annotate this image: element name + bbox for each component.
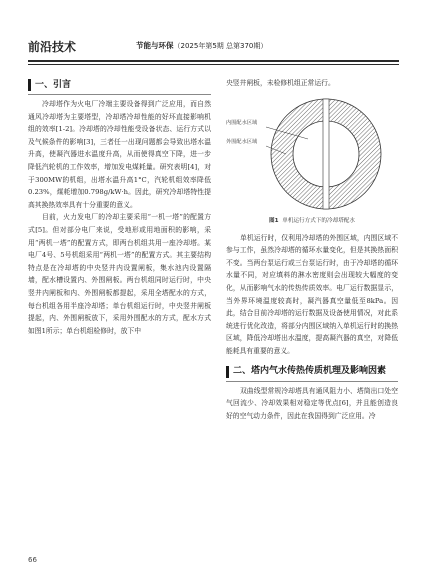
paragraph: 单机运行时，仅利用冷却塔的外围区域，内围区域不参与工作，虽然冷却塔的循环水量变化，但是其换热面积不变。当两台泵运行或三台泵运行时，由于冷却塔的循环水量不同，对应填料的淋水密度则会出现较大幅度的变化，从而影响气水的传热传质效率。电厂运行数据显示，当外界环境温度较高时，凝汽器真空量低至8kPa。因此，结合目前冷却塔的运行数据及设备使用情况，对此系统进行优化改造，将部分内围区域纳入单机运行时的换热区域，降低冷却塔出水温度，提高凝汽器的真空，对降低能耗具有重要的意义。 [226, 233, 398, 355]
tower-diagram [226, 94, 398, 214]
paragraph: 目前，火力发电厂的冷却主要采用“一机一塔”的配置方式[5]。但对部分电厂来说，受地形或用地面积的影响，采用“两机一塔”的配置方式，即两台机组共用一座冷却塔。某电厂4号、5号机组采用“两机一塔”的配置方式。其主要结构特点是在冷却塔的中央竖井内设置闸板，集水池内设置隔墙，配水槽设置内、外围闸板。两台机组同时运行时，中央竖井内闸板和内、外围闸板都提起，采用全塔配水的方式，每台机组各用半座冷却塔；单台机组运行时，中央竖井闸板提起，内、外围闸板放下，采用外围配水的方式，配水方式如图1所示；单台机组检修时，放下中 [28, 213, 211, 335]
page-number: 66 [28, 556, 37, 564]
heading-text: 二、塔内气水传热传质机理及影响因素 [233, 366, 387, 377]
paragraph: 双曲线型常规冷却塔具有通风阻力小、塔筒出口处空气回流少、冷却效果相对稳定等优点[6]，并且能创造良好的空气动力条件，因此在我国得到广泛应用。冷 [226, 386, 398, 420]
figure-caption [226, 216, 398, 226]
heading-rule [28, 94, 211, 95]
paragraph: 冷却塔作为火电厂冷端主要设备得到广泛应用，而自然通风冷却塔为主要塔型，冷却塔冷却性能的好坏直接影响机组的效率[1-2]。冷却塔的冷却性能受设备状态、运行方式以及气候条件的影响[3]，三者任一出现问题都会导致出塔水温升高，使凝汽器进水温度升高，从而使得真空下降，进一步降低汽轮机的工作效率，增加发电煤耗量。研究表明[4]，对于300MW的机组，出塔水温升高1°C，汽轮机组效率降低0.23%，煤耗增加0.798g/kW·h。因此，研究冷却塔特性提高其换热效率具有十分重要的意义。 [28, 100, 211, 209]
journal-issue: （2025年第5期 总第370期） [173, 42, 268, 50]
section-heading-mechanism [226, 364, 398, 380]
figure-caption-text: 单机运行方式下的冷却塔配水 [282, 217, 355, 224]
figure-number: 图1 [268, 217, 279, 224]
journal-name: 节能与环保 [136, 41, 174, 50]
figure-cooling-tower-distribution [226, 94, 398, 214]
journal-info [136, 40, 267, 51]
heading-rule [226, 381, 398, 382]
heading-marker [28, 79, 31, 91]
label-inner-zone: 内围配水区域 [226, 119, 258, 126]
paragraph-continuation: 央竖井闸板，未检修机组正常运行。 [226, 79, 335, 87]
section-heading-intro [28, 77, 211, 93]
heading-marker [226, 366, 229, 378]
section-name: 前沿技术 [28, 40, 77, 54]
label-outer-zone: 外围配水区域 [226, 138, 258, 145]
header-rule-thin [28, 64, 399, 65]
header-rule [28, 60, 399, 62]
heading-text: 一、引言 [35, 79, 72, 90]
page-header [28, 38, 399, 60]
right-column [226, 77, 398, 422]
left-column [28, 77, 211, 337]
central-shaft [323, 99, 329, 209]
